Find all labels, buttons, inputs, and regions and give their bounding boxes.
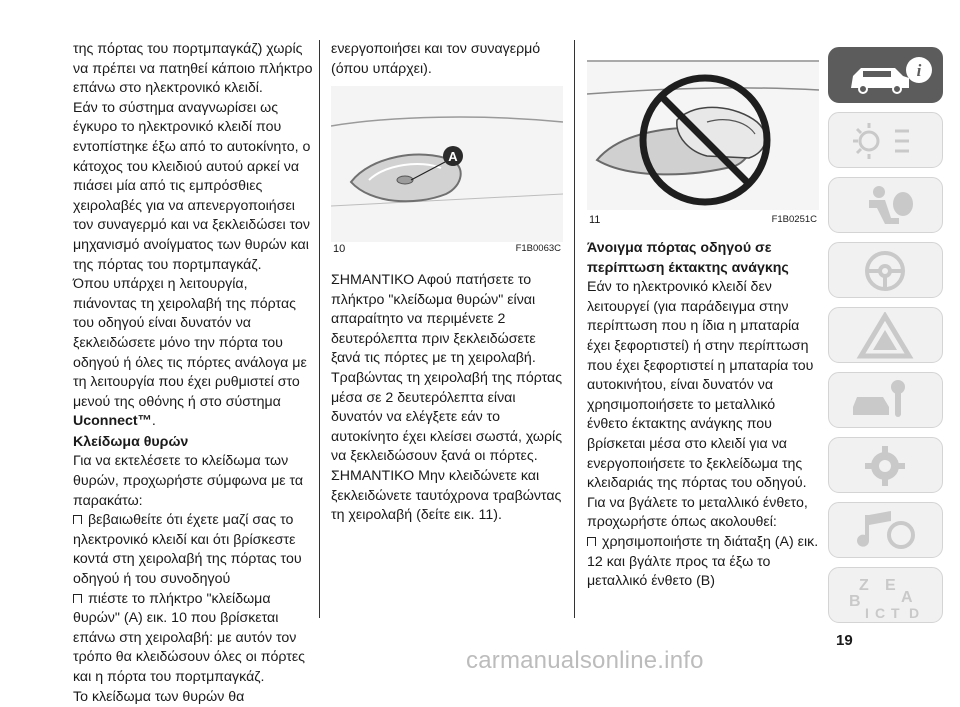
figure-caption — [333, 243, 561, 255]
index-letter: D — [909, 605, 920, 620]
figure-number: 10 — [333, 243, 346, 255]
section-heading: Κλείδωμα θυρών — [73, 433, 189, 450]
tab-car-info[interactable] — [828, 47, 943, 103]
steering-wheel-icon — [839, 247, 934, 295]
media-icon — [839, 507, 934, 555]
index-letter: Z — [859, 577, 869, 594]
paragraph: της πόρτας του πορτμπαγκάζ) χωρίς να πρέπει να πατηθεί κάποιο πλήκτρο επάνω στο ηλεκτρονικό κλειδί. — [73, 41, 313, 97]
figure-number: 11 — [589, 214, 601, 226]
column-3-text — [587, 239, 819, 592]
alphabet-index-icon — [839, 572, 934, 620]
watermark: carmanualsonline.info — [466, 647, 704, 674]
bullet-item: χρησιμοποιήστε τη διάταξη (A) εικ. 12 και βγάλτε προς τα έξω το μεταλλικό ένθετο (B) — [587, 533, 819, 590]
index-letter: C — [875, 605, 886, 620]
tab-warning-lights[interactable] — [828, 112, 943, 168]
column-divider — [319, 40, 320, 618]
warning-triangle-icon — [839, 312, 934, 360]
figure-code: F1B0063C — [515, 243, 561, 254]
paragraph: Όπου υπάρχει η λειτουργία, πιάνοντας τη χειρολαβή της πόρτας του οδηγού είναι δυνατόν να ξεκλειδώσετε μόνο την πόρτα του οδηγού ή όλες τις πόρτες ανάλογα με τη λειτουργία που έχει ρυθμιστεί στο μενού της οθόνης ή στο σύστημα Uconnect™. — [73, 276, 307, 430]
tab-index[interactable] — [828, 567, 943, 623]
figure-code: F1B0251C — [771, 214, 817, 225]
figure-10-door-handle — [331, 86, 563, 242]
paragraph: Για να βγάλετε το μεταλλικό ένθετο, προχωρήστε όπως ακολουθεί: — [587, 494, 808, 531]
index-letter: I — [865, 605, 869, 620]
paragraph: Εάν το σύστημα αναγνωρίσει ως έγκυρο το ηλεκτρονικό κλειδί που εντοπίστηκε έξω από το αυτοκίνητο, ο κάτοχος του κλειδιού αυτού αρκεί να πιάσει μία από τις εμπρόσθιες χειρολαβές για να απενεργοποιήσει τον συναγερμό και να ξεκλειδώσει τον μηχανισμό ανοίγματος των θυρών και της πόρτας του πορτμπαγκάζ. — [73, 99, 311, 273]
callout-label: A — [448, 149, 458, 164]
wrench-car-icon — [839, 377, 934, 425]
door-handle-illustration — [331, 86, 563, 242]
index-letter: E — [885, 577, 896, 594]
column-1 — [73, 40, 313, 707]
prohibition-illustration — [587, 60, 819, 210]
paragraph: Για να εκτελέσετε το κλείδωμα των θυρών, προχωρήστε σύμφωνα με τα παρακάτω: — [73, 453, 304, 509]
index-letter: A — [901, 589, 913, 606]
bullet-icon — [73, 594, 82, 603]
paragraph: Το κλείδωμα των θυρών θα — [73, 688, 245, 705]
page-number: 19 — [836, 632, 853, 649]
bullet-icon — [587, 537, 596, 546]
warning-lights-icon — [839, 117, 934, 165]
paragraph: ενεργοποιήσει και τον συναγερμό (όπου υπάρχει). — [331, 41, 541, 77]
paragraph: ΣΗΜΑΝΤΙΚΟ Μην κλειδώνετε και ξεκλειδώνετε ταυτόχρονα τραβώντας τη χειρολαβή (δείτε εικ. 11). — [331, 467, 562, 524]
paragraph: Εάν το ηλεκτρονικό κλειδί δεν λειτουργεί (για παράδειγμα στην περίπτωση που η ίδια η μπαταρία έχει ξεφορτιστεί) ή στην περίπτωση που έχει ξεφορτιστεί η μπαταρία του αυτοκινήτου, είναι δυνατόν να χρησιμοποιήσετε το μεταλλικό ένθετο έκτακτης ανάγκης που βρίσκεται μέσα στο κλειδί για να ενεργοποιήσετε το ξεκλείδωμα της κλειδαριάς της πόρτας του οδηγού. — [587, 279, 814, 492]
paragraph: ΣΗΜΑΝΤΙΚΟ Αφού πατήσετε το πλήκτρο "κλείδωμα θυρών" είναι απαραίτητο να περιμένετε 2 δευτερόλεπτα πριν ξεκλειδώσετε ξανά τις πόρτες με τη χειρολαβή. Τραβώντας τη χειρολαβή της πόρτας μέσα σε 2 δευτερόλεπτα είναι δυνατόν να ελέγξετε εάν το αυτοκίνητο έχει κλείσει σωστά, χωρίς να ξεκλειδώσουν ξανά οι πόρτες. — [331, 272, 563, 465]
tab-emergency[interactable] — [828, 307, 943, 363]
airbag-seat-icon — [839, 182, 934, 230]
chapter-tabs — [828, 47, 944, 632]
figure-11-prohibited-handle — [587, 60, 819, 210]
tab-technical-data[interactable] — [828, 437, 943, 493]
figure-caption — [589, 214, 817, 226]
bullet-item: βεβαιωθείτε ότι έχετε μαζί σας το ηλεκτρονικό κλειδί και ότι βρίσκεστε κοντά στη χειρολαβή της πόρτας του οδηγού ή του συνοδηγού — [73, 512, 302, 588]
index-letter: T — [891, 605, 900, 620]
gear-icon — [839, 442, 934, 490]
index-letter: B — [849, 593, 861, 610]
tab-multimedia[interactable] — [828, 502, 943, 558]
tab-maintenance[interactable] — [828, 372, 943, 428]
bullet-item: πιέστε το πλήκτρο "κλείδωμα θυρών" (A) εικ. 10 που βρίσκεται επάνω στη χειρολαβή: με αυτόν τον τρόπο θα κλειδώσουν όλες οι πόρτες και η πόρτα του πορτμπαγκάζ. — [73, 590, 306, 685]
column-divider — [574, 40, 575, 618]
tab-starting-driving[interactable] — [828, 242, 943, 298]
tab-safety[interactable] — [828, 177, 943, 233]
svg-text:i: i — [916, 61, 922, 80]
car-info-icon — [839, 52, 934, 100]
column-2 — [331, 40, 563, 79]
column-2-text — [331, 271, 563, 526]
section-heading: Άνοιγμα πόρτας οδηγού σε περίπτωση έκτακτης ανάγκης — [587, 240, 789, 276]
bullet-icon — [73, 515, 82, 524]
